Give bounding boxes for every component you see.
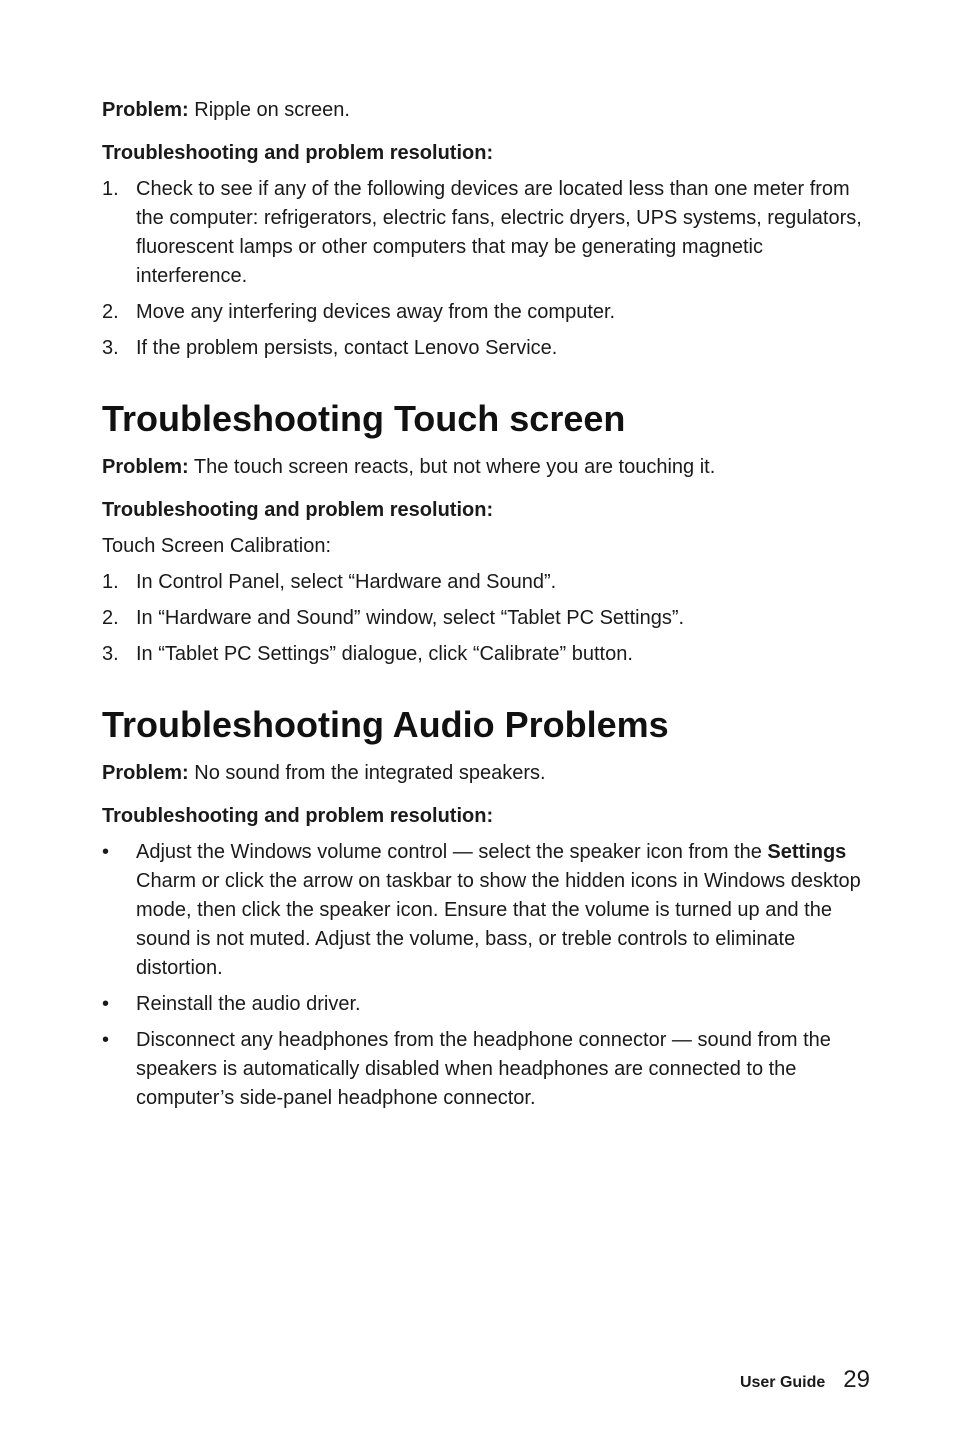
ripple-problem	[102, 96, 872, 125]
problem-label: Problem:	[102, 762, 189, 784]
audio-resolution-heading: Troubleshooting and problem resolution:	[102, 805, 494, 827]
audio-section-title: Troubleshooting Audio Problems	[102, 704, 669, 745]
problem-text: Ripple on screen.	[188, 99, 350, 121]
list-item	[102, 334, 872, 363]
list-item-text: Check to see if any of the following devices are located less than one meter from the computer: refrigerators, electric fans, electric dryers, UPS systems, regulators, fluorescent lamps or other computers that may be generating magnetic interference.	[136, 178, 862, 287]
bullet-marker: •	[102, 1029, 110, 1051]
list-item-text: In “Hardware and Sound” window, select “Tablet PC Settings”.	[136, 607, 685, 629]
list-marker: 2.	[102, 607, 119, 629]
settings-term: Settings	[767, 841, 847, 863]
problem-text: No sound from the integrated speakers.	[188, 762, 546, 784]
list-item	[102, 175, 872, 291]
footer-label: User Guide	[739, 1374, 826, 1391]
list-item-text-start: Adjust the Windows volume control — select the speaker icon from the	[136, 841, 768, 863]
list-item	[102, 838, 872, 983]
audio-bullets-list	[102, 838, 872, 1113]
list-marker: 3.	[102, 643, 119, 665]
problem-text: The touch screen reacts, but not where you are touching it.	[188, 456, 716, 478]
bullet-marker: •	[102, 993, 110, 1015]
list-item	[102, 990, 872, 1019]
touch-section-title: Troubleshooting Touch screen	[102, 398, 626, 439]
list-item	[102, 640, 872, 669]
list-item-text: In Control Panel, select “Hardware and Sound”.	[136, 571, 557, 593]
page-footer	[740, 1366, 870, 1394]
list-item	[102, 604, 872, 633]
touch-problem	[102, 453, 872, 482]
list-item	[102, 1026, 872, 1113]
problem-label: Problem:	[102, 456, 189, 478]
list-marker: 2.	[102, 301, 119, 323]
bullet-marker: •	[102, 841, 110, 863]
ripple-resolution-heading: Troubleshooting and problem resolution:	[102, 142, 494, 164]
list-marker: 1.	[102, 571, 119, 593]
list-item-text: Disconnect any headphones from the headphone connector — sound from the speakers is automatically disabled when headphones are connected to the computer’s side-panel headphone connector.	[136, 1029, 831, 1109]
list-item-text: Reinstall the audio driver.	[136, 993, 361, 1015]
list-item-text: If the problem persists, contact Lenovo Service.	[136, 337, 558, 359]
touch-resolution-heading: Troubleshooting and problem resolution:	[102, 499, 494, 521]
problem-label: Problem:	[102, 99, 189, 121]
audio-problem	[102, 759, 872, 788]
list-marker: 3.	[102, 337, 119, 359]
touch-intro: Touch Screen Calibration:	[102, 535, 332, 557]
page-number: 29	[843, 1366, 870, 1393]
list-item-text: Move any interfering devices away from the computer.	[136, 301, 616, 323]
touch-steps-list	[102, 568, 872, 669]
ripple-steps-list	[102, 175, 872, 363]
list-item	[102, 568, 872, 597]
list-marker: 1.	[102, 178, 119, 200]
list-item-text: In “Tablet PC Settings” dialogue, click “Calibrate” button.	[136, 643, 633, 665]
list-item-text-end: Charm or click the arrow on taskbar to show the hidden icons in Windows desktop mode, then click the speaker icon. Ensure that the volume is turned up and the sound is not muted. Adjust the volume, bass, or treble controls to eliminate distortion.	[136, 870, 861, 979]
document-page	[102, 96, 872, 1120]
list-item	[102, 298, 872, 327]
